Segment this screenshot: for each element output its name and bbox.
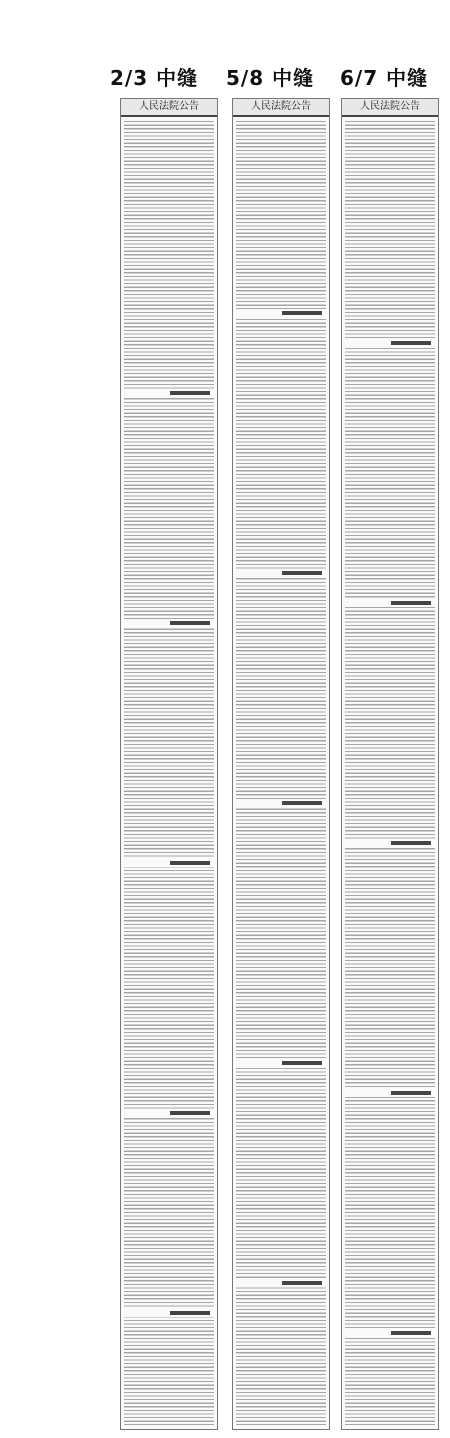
- notice-column-3: [341, 98, 439, 1430]
- notice-divider: [124, 859, 214, 867]
- notice-column-2: [232, 98, 330, 1430]
- notice-divider: [124, 389, 214, 397]
- notice-divider: [345, 1329, 435, 1337]
- column-headers: [0, 62, 450, 92]
- notice-divider: [124, 1109, 214, 1117]
- notice-divider: [345, 599, 435, 607]
- notice-divider: [236, 1059, 326, 1067]
- notice-divider: [124, 1309, 214, 1317]
- notice-divider: [345, 1089, 435, 1097]
- column-3-heading: 6/7 中缝: [340, 66, 429, 90]
- column-3-text-block: [345, 121, 435, 1425]
- column-2-heading: 5/8 中缝: [226, 66, 315, 90]
- column-2-title: 人民法院公告: [233, 99, 329, 117]
- notice-divider: [124, 619, 214, 627]
- column-3-title: 人民法院公告: [342, 99, 438, 117]
- column-1-heading: 2/3 中缝: [110, 66, 199, 90]
- notice-column-1: [120, 98, 218, 1430]
- notice-divider: [345, 839, 435, 847]
- notice-divider: [236, 799, 326, 807]
- notice-divider: [236, 569, 326, 577]
- column-1-title: 人民法院公告: [121, 99, 217, 117]
- notice-divider: [345, 339, 435, 347]
- notice-divider: [236, 1279, 326, 1287]
- notice-divider: [236, 309, 326, 317]
- column-1-text-block: [124, 121, 214, 1425]
